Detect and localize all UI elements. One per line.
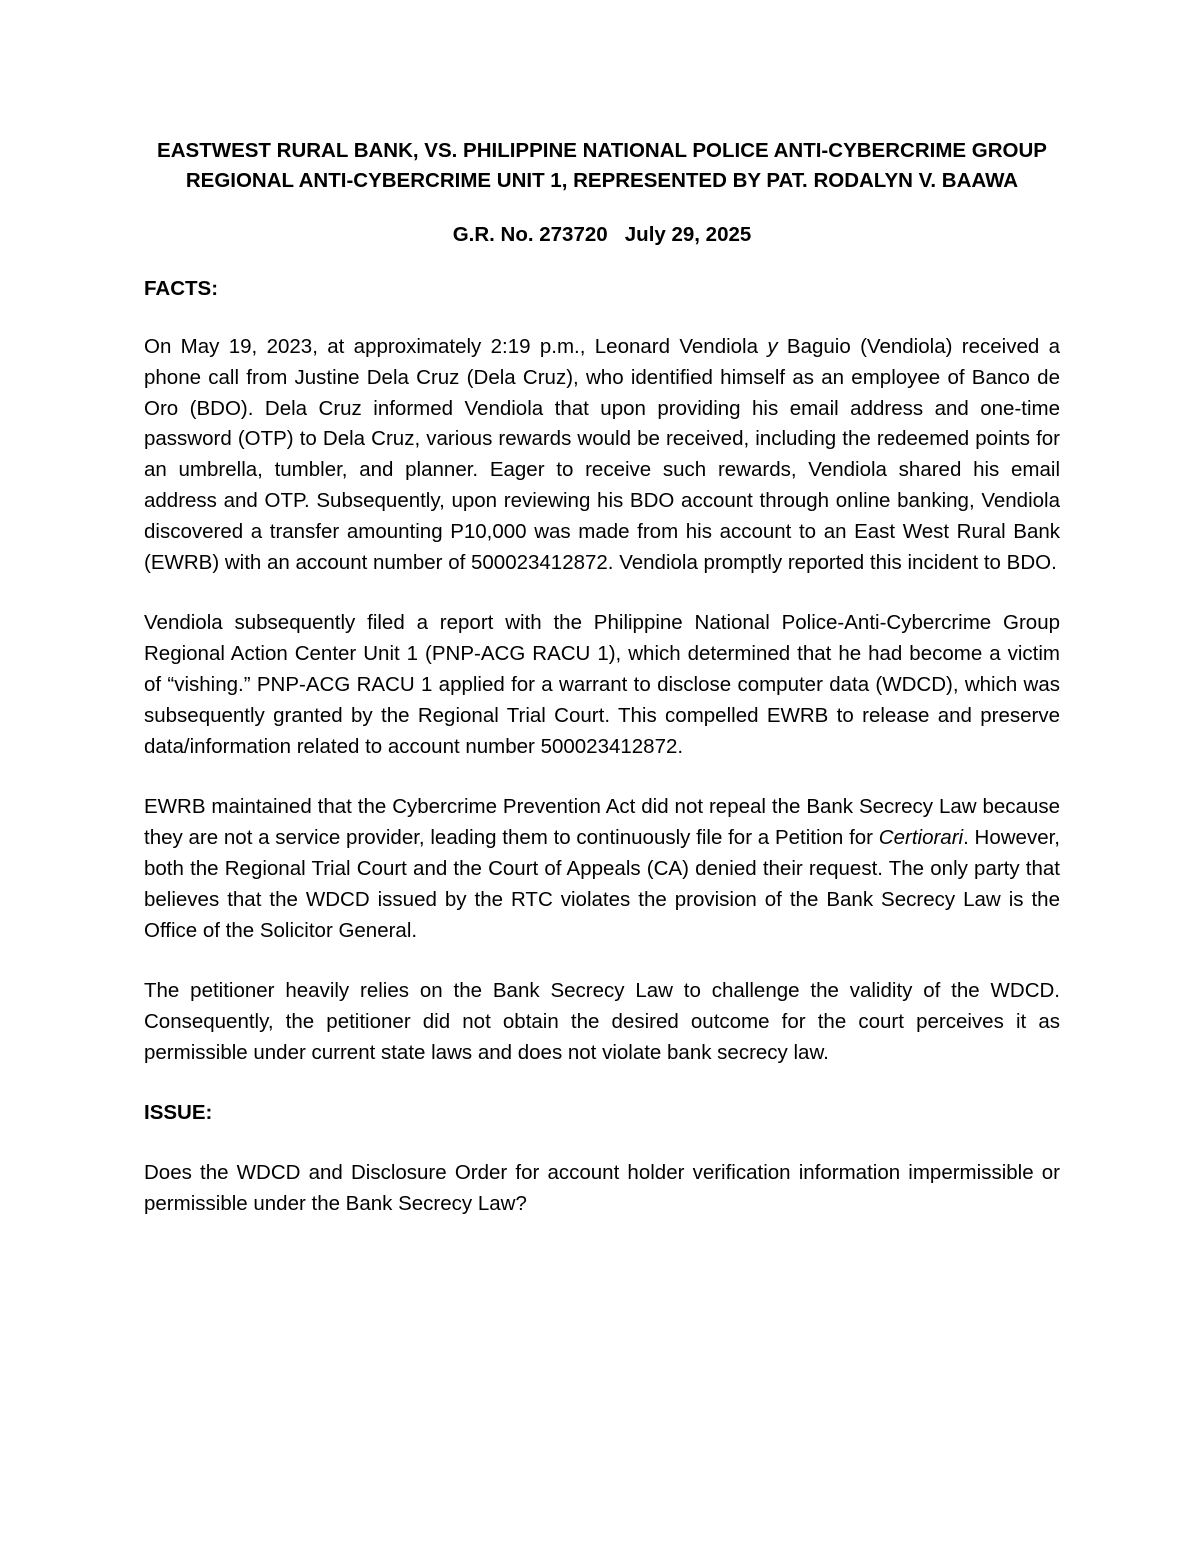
issue-paragraph-1: Does the WDCD and Disclosure Order for account holder verification information impermissible or permissible under the Bank Secrecy Law?	[144, 1160, 1060, 1215]
issue-heading: ISSUE:	[144, 1100, 213, 1124]
facts-paragraph-2: Vendiola subsequently filed a report with the Philippine National Police-Anti-Cybercrime Group Regional Action Center Unit 1 (PNP-ACG RACU 1), which determined that he had become a victim of “vishing.” PNP-ACG RACU 1 applied for a warrant to disclose computer data (WDCD), which was subsequently granted by the Regional Trial Court. This compelled EWRB to release and preserve data/information related to account number 500023412872.	[144, 611, 1060, 758]
facts-paragraph-1-text-b: Baguio (Vendiola) received a phone call from Justine Dela Cruz (Dela Cruz), who identified himself as an employee of Banco de Oro (BDO). Dela Cruz informed Vendiola that upon providing his email address and one-time password (OTP) to Dela Cruz, various rewards would be received, including the redeemed points for an umbrella, tumbler, and planner. Eager to receive such rewards, Vendiola shared his email address and OTP. Subsequently, upon reviewing his BDO account through online banking, Vendiola discovered a transfer amounting P10,000 was made from his account to an East West Rural Bank (EWRB) with an account number of 500023412872. Vendiola promptly reported this incident to BDO.	[144, 335, 1060, 574]
facts-heading: FACTS:	[144, 277, 219, 300]
case-reference	[144, 220, 1060, 250]
document-page	[144, 136, 1060, 1219]
facts-paragraph-3	[144, 792, 1060, 946]
facts-paragraph-1-italic: y	[767, 335, 778, 358]
facts-paragraph-4: The petitioner heavily relies on the Bank Secrecy Law to challenge the validity of the WDCD. Consequently, the petitioner did not obtain the desired outcome for the court perceives it as permissible under current state laws and does not violate bank secrecy law.	[144, 979, 1060, 1064]
facts-paragraph-3-italic: Certiorari	[878, 826, 964, 850]
facts-paragraph-1	[144, 332, 1060, 578]
facts-paragraph-3-text-b: . However, both the Regional Trial Court and the Court of Appeals (CA) denied their request. The only party that believes that the WDCD issued by the RTC violates the provision of the Bank Secrecy Law is the Office of the Solicitor General.	[144, 826, 1060, 942]
facts-paragraph-1-text-a: On May 19, 2023, at approximately 2:19 p.m., Leonard Vendiola	[144, 335, 768, 358]
gr-number: G.R. No. 273720	[452, 223, 608, 246]
decision-date: July 29, 2025	[624, 223, 752, 246]
case-title: EASTWEST RURAL BANK, VS. PHILIPPINE NATIONAL POLICE ANTI-CYBERCRIME GROUP REGIONAL ANTI-CYBERCRIME UNIT 1, REPRESENTED BY PAT. RODALYN V. BAAWA	[157, 139, 1047, 192]
facts-paragraph-3-text-a: EWRB maintained that the Cybercrime Prevention Act did not repeal the Bank Secrecy Law because they are not a service provider, leading them to continuously file for a Petition for	[144, 795, 1060, 850]
